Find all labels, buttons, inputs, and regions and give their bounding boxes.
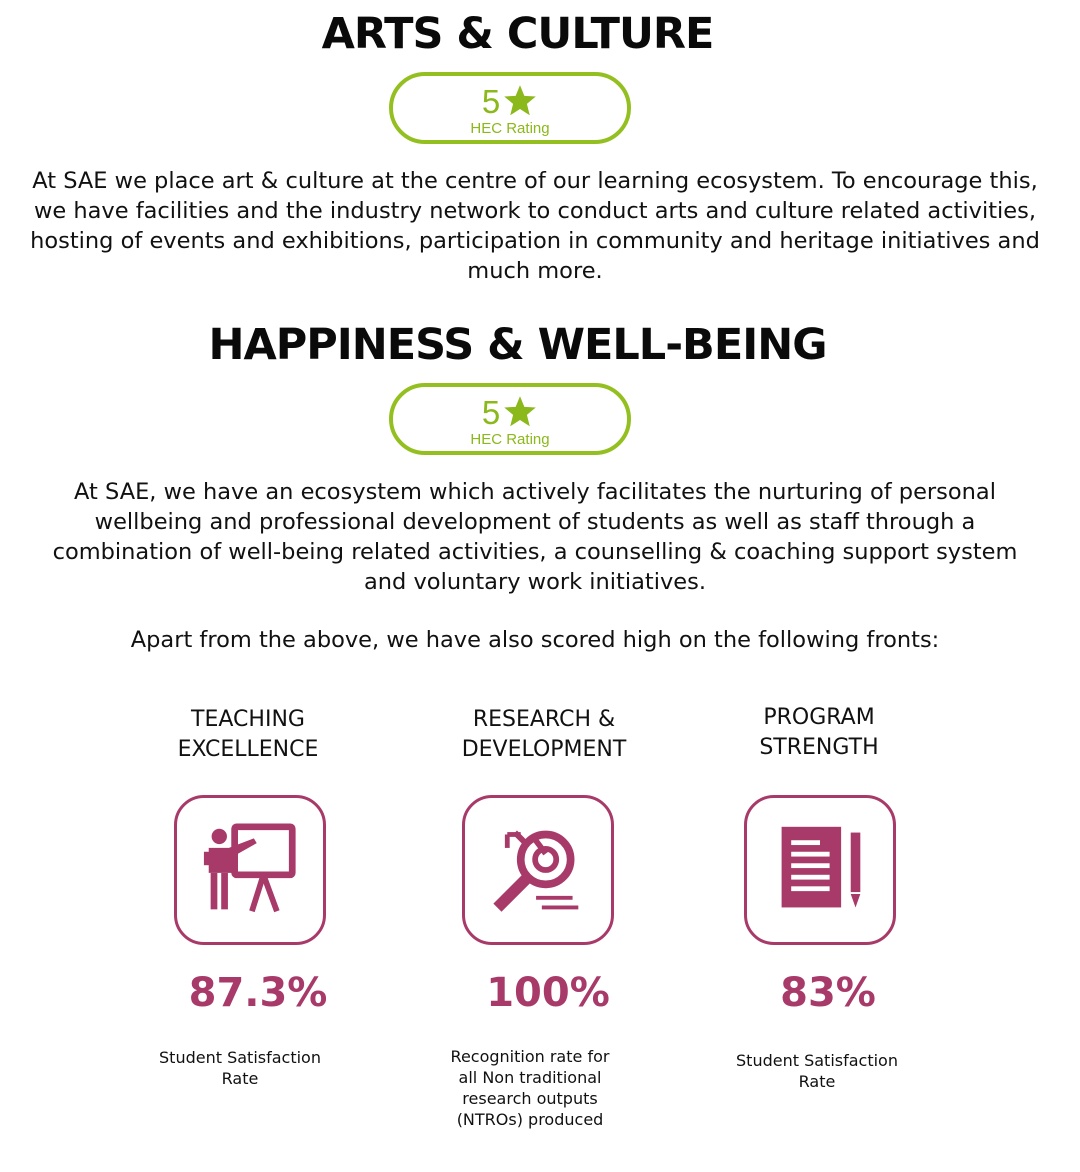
caption-line: all Non traditional	[458, 1068, 602, 1087]
caption-line: Recognition rate for	[450, 1047, 610, 1066]
stat-title-line: TEACHING	[191, 707, 305, 732]
caption-line: (NTROs) produced	[456, 1110, 604, 1129]
caption-line: Student Satisfaction	[736, 1051, 898, 1070]
document-pencil-icon	[747, 798, 893, 942]
stat-title-teaching	[118, 705, 378, 765]
rating-value: 5	[481, 393, 501, 431]
stat-title-line: EXCELLENCE	[177, 737, 319, 762]
program-icon-box	[744, 795, 896, 945]
stat-caption-research	[410, 1046, 650, 1130]
stat-title-program	[689, 703, 949, 763]
rating-label: HEC Rating	[470, 431, 550, 448]
stat-value-teaching: 87.3%	[188, 970, 328, 1016]
section-title-happiness-wellbeing: HAPPINESS & WELL-BEING	[208, 320, 827, 370]
stat-title-research	[414, 705, 674, 765]
caption-line: research outputs	[462, 1089, 598, 1108]
star-icon	[502, 83, 538, 119]
research-icon-box	[462, 795, 614, 945]
stat-title-line: STRENGTH	[759, 735, 879, 760]
teaching-icon-box	[174, 795, 326, 945]
stat-caption-teaching	[120, 1047, 360, 1089]
intro-text: Apart from the above, we have also scored high on the following fronts:	[130, 627, 940, 653]
caption-line: Student Satisfaction	[159, 1048, 321, 1067]
research-magnifier-icon	[465, 798, 611, 942]
stat-value-research: 100%	[486, 970, 610, 1016]
rating-value: 5	[481, 82, 501, 120]
stat-caption-program	[697, 1050, 937, 1092]
hec-rating-badge-arts	[389, 72, 631, 144]
rating-label: HEC Rating	[470, 120, 550, 137]
stat-title-line: DEVELOPMENT	[461, 737, 627, 762]
teacher-presentation-icon	[177, 798, 323, 942]
arts-culture-description: At SAE we place art & culture at the centre of our learning ecosystem. To encourage this, we have facilities and the industry network to conduct arts and culture related activities, hosting of events and exhibitions, participation in community and heritage initiatives and much more.	[30, 168, 1040, 284]
wellbeing-description: At SAE, we have an ecosystem which actively facilitates the nurturing of personal wellbeing and professional development of students as well as staff through a combination of well-being related activities, a counselling & coaching support system and voluntary work initiatives.	[52, 479, 1018, 595]
caption-line: Rate	[221, 1069, 259, 1088]
section-title-arts-culture: ARTS & CULTURE	[321, 9, 714, 59]
hec-rating-badge-wellbeing	[389, 383, 631, 455]
stat-value-program: 83%	[780, 970, 876, 1016]
stat-title-line: PROGRAM	[763, 705, 875, 730]
stat-title-line: RESEARCH &	[472, 707, 616, 732]
caption-line: Rate	[798, 1072, 836, 1091]
star-icon	[502, 394, 538, 430]
